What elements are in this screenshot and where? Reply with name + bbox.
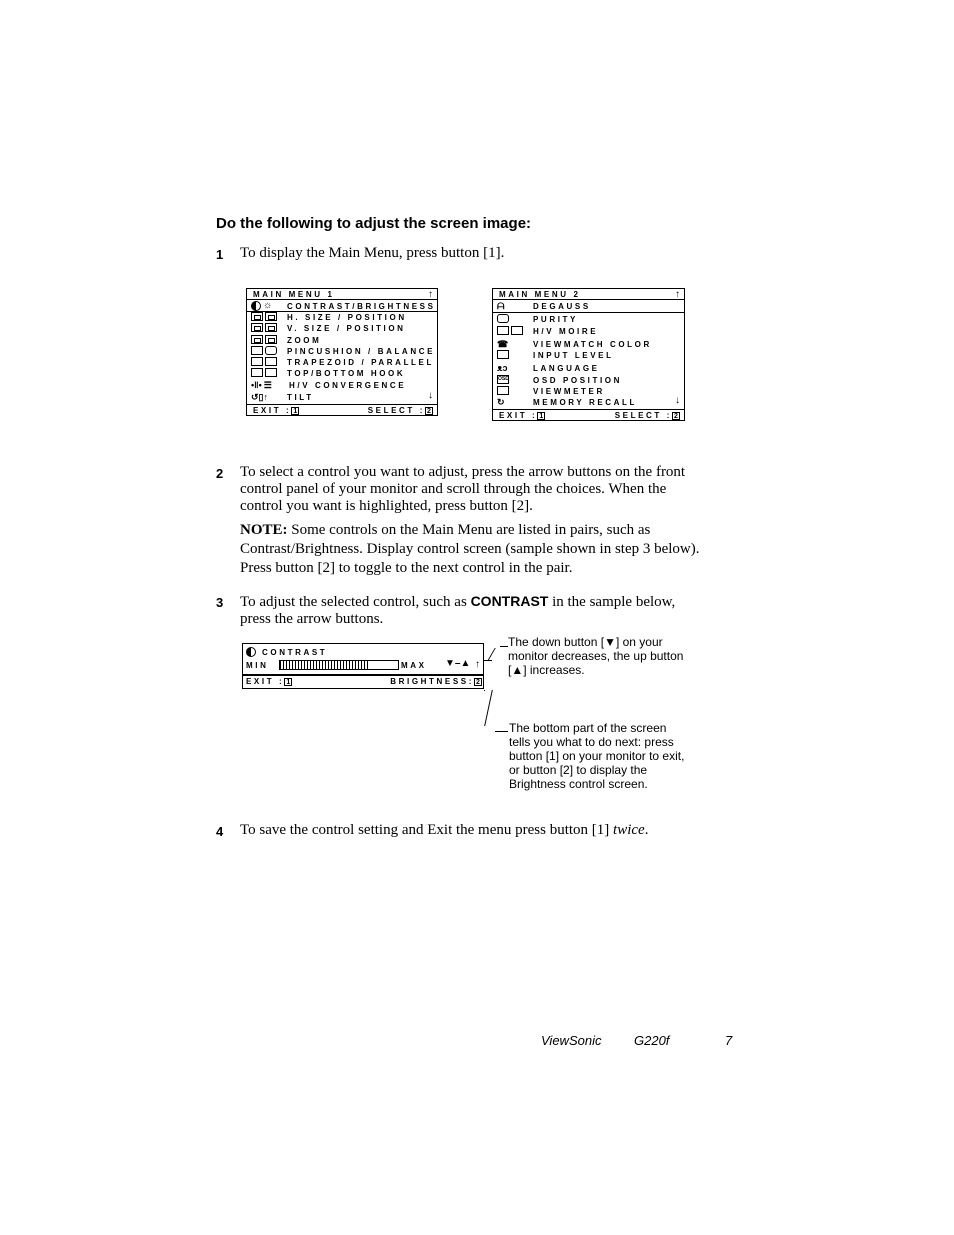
menu2-item: ᗩ DEGAUSS: [497, 301, 591, 311]
callout-line: [495, 731, 508, 732]
down-arrow-icon: ↓: [675, 395, 680, 406]
degauss-icon: ᗩ: [497, 301, 505, 311]
up-arrow-icon: ↑: [675, 289, 680, 300]
bottom-hook-icon: [265, 368, 277, 377]
brightness-icon: ☼: [263, 300, 273, 311]
tilt-icon: ↺▯↑: [251, 392, 268, 402]
v-position-icon: [265, 323, 277, 332]
step-2-note: NOTE: Some controls on the Main Menu are listed in pairs, such as Contrast/Brightness. Display control screen (sample shown in step 3 below). Press button [2] to toggle to the next control in the pair.: [240, 522, 700, 576]
footer-model: G220f: [634, 1033, 670, 1048]
v-moire-icon: [511, 326, 523, 335]
menu1-title: MAIN MENU 1: [253, 290, 335, 299]
menu1-item: ZOOM: [247, 335, 437, 346]
brightness-label: BRIGHTNESS: 2: [390, 677, 482, 686]
down-up-arrows-icon: ▼–▲: [445, 658, 471, 669]
button-2-icon: 2: [425, 407, 433, 415]
menu1-item: PINCUSHION / BALANCE: [247, 346, 437, 357]
footer-brand: ViewSonic: [541, 1033, 602, 1048]
note-label: NOTE:: [240, 522, 288, 538]
pincushion-icon: [251, 346, 263, 355]
menu2-title: MAIN MENU 2: [499, 290, 581, 299]
up-arrow-icon: ↑: [475, 659, 480, 670]
menu2-item: PURITY: [493, 314, 684, 325]
menu1-item: •‖• ☰ H/V CONVERGENCE: [251, 380, 407, 390]
max-label: MAX: [401, 661, 427, 670]
menu1-item: ☼ CONTRAST/BRIGHTNESS: [247, 301, 437, 312]
menu1-item: ↺▯↑ TILT ↓: [251, 390, 433, 402]
h-moire-icon: [497, 326, 509, 335]
viewmeter-icon: [497, 386, 509, 395]
step-1-text: To display the Main Menu, press button [1].: [240, 245, 505, 261]
main-menu-1: MAIN MENU 1 ↑ ☼ CONTRAST/BRIGHTNESS H. SIZE / POSITION V. SIZE / POSITION ZOOM PINCUSHION / BALANCE TRAPEZOID / PARALLEL TOP/BOTTOM HOOK •‖• ☰ H/V CONVERGENCE ↺▯↑ TILT ↓ EXIT : 1 SELECT : 2: [246, 288, 438, 416]
section-heading: Do the following to adjust the screen image:: [216, 215, 532, 232]
menu1-item: H. SIZE / POSITION: [247, 312, 437, 323]
menu1-item: V. SIZE / POSITION: [247, 323, 437, 334]
menu2-item: ☎ VIEWMATCH COLOR: [497, 339, 652, 349]
top-hook-icon: [251, 368, 263, 377]
step-3-number: 3: [216, 595, 224, 610]
zoom-out-icon: [251, 335, 263, 344]
contrast-osd: [242, 643, 484, 689]
step-2-text: To select a control you want to adjust, press the arrow buttons on the front control panel of your monitor and scroll through the choices. When the control you want is highlighted, press button [2].: [240, 464, 686, 514]
down-arrow-icon: ↓: [428, 390, 433, 401]
v-convergence-icon: ☰: [263, 380, 272, 390]
menu2-item: ᴥᴐ LANGUAGE: [497, 363, 600, 373]
button-1-icon: 1: [537, 412, 545, 420]
contrast-level-bar: [279, 660, 399, 670]
exit-label: EXIT : 1: [246, 677, 292, 686]
up-arrow-icon: ↑: [428, 289, 433, 300]
button-1-icon: 1: [284, 678, 292, 686]
button-2-icon: 2: [474, 678, 482, 686]
osd-position-icon: OSD: [498, 376, 509, 382]
menu2-item: H/V MOIRE: [493, 326, 684, 337]
h-size-icon: [251, 312, 263, 321]
step-4-text: To save the control setting and Exit the menu press button [1] twice.: [240, 822, 649, 838]
h-position-icon: [265, 312, 277, 321]
page-number: 7: [725, 1033, 733, 1048]
contrast-title: CONTRAST: [262, 647, 328, 657]
contrast-icon: [246, 647, 256, 657]
callout-bottom: The bottom part of the screen tells you what to do next: press button [1] on your monitor to exit, or button [2] to display the Brightness control screen.: [509, 721, 685, 791]
parallel-icon: [265, 357, 277, 366]
callout-line: [484, 690, 493, 726]
input-level-icon: [497, 350, 509, 359]
zoom-in-icon: [265, 335, 277, 344]
step-4-number: 4: [216, 824, 224, 839]
callout-line: [484, 690, 485, 691]
language-icon: ᴥᴐ: [497, 363, 508, 373]
main-menu-2: MAIN MENU 2 ↑ ᗩ DEGAUSS PURITY H/V MOIRE ☎ VIEWMATCH COLOR INPUT LEVEL ᴥᴐ LANGUAGE OSD OSD POSITION VIEWMETER ↻ MEMORY RECALL ↓ EXIT : 1 SELECT : 2: [492, 288, 685, 421]
viewmatch-color-icon: ☎: [497, 339, 509, 349]
callout-arrows: The down button [▼] on your monitor decreases, the up button [▲] increases.: [508, 635, 684, 677]
menu1-item: TRAPEZOID / PARALLEL: [247, 357, 437, 368]
callout-line: [500, 646, 508, 647]
button-1-icon: 1: [291, 407, 299, 415]
menu2-item: VIEWMETER: [493, 386, 684, 397]
trapezoid-icon: [251, 357, 263, 366]
v-size-icon: [251, 323, 263, 332]
memory-recall-icon: ↻: [497, 397, 505, 407]
balance-icon: [265, 346, 277, 355]
step-1-number: 1: [216, 247, 224, 262]
menu2-item: OSD OSD POSITION: [498, 376, 622, 385]
menu1-item: TOP/BOTTOM HOOK: [247, 368, 437, 379]
h-convergence-icon: •‖•: [251, 380, 262, 390]
min-label: MIN: [246, 661, 269, 670]
step-3-text: To adjust the selected control, such as CONTRAST in the sample below, press the arrow buttons.: [240, 593, 676, 627]
button-2-icon: 2: [672, 412, 680, 420]
contrast-icon: [251, 301, 261, 311]
step-2-number: 2: [216, 466, 224, 481]
menu2-item: ↻ MEMORY RECALL ↓: [497, 395, 680, 407]
purity-icon: [497, 314, 509, 323]
menu2-item: INPUT LEVEL: [493, 350, 684, 361]
